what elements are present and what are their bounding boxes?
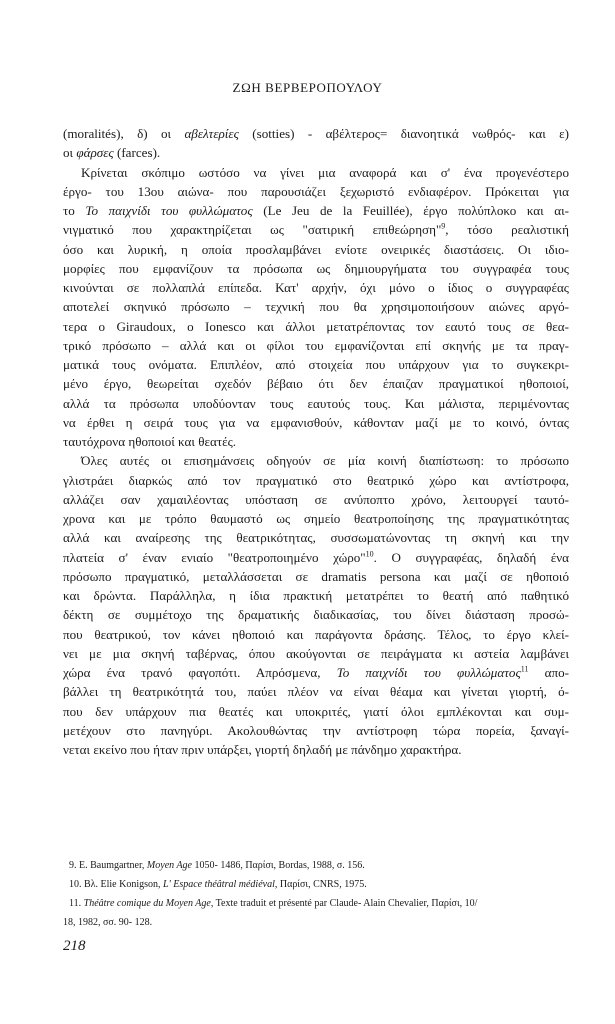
- text-line: που θεατρικού, τον κάνει ηθοποιό και παράγοντα δράσης. Τέλος, το έργο κλεί-: [63, 626, 569, 642]
- text-line: μένο έργο, θεωρείται σχεδόν βέβαιο ότι δεν έπαιζαν πραγματικοί ηθοποιοί,: [63, 376, 569, 392]
- text-line: οι φάρσες (farces).: [63, 145, 161, 161]
- text-line: νει με μια σκηνή ταβέρνας, όπου ακούγονται σε πειράγματα κι αστεία λαμβάνει: [63, 645, 569, 661]
- text-line: (moralités), δ) οι αβελτερίες (sotties) - αβέλτερος= διανοητικά νωθρός- και ε): [63, 126, 569, 141]
- text-line: και δρώντα. Παράλληλα, η ίδια πρακτική μετατρέπει το θεατή από παθητικό: [63, 588, 569, 603]
- text-line: μετέχουν στο πανηγύρι. Ακολουθώντας την αντίστροφη τώρα πορεία, ξαναγί-: [63, 722, 569, 738]
- text-line: νιγματικό που χαρακτηρίζεται ως "σατιρική επιθεώρηση"$^9$, τόσο ρεαλιστική: [63, 221, 569, 238]
- text-line: μορφίες που εμφανίζουν τα πρόσωπα ως δημιουργήματα του συγγραφέα τους: [63, 260, 569, 276]
- footnote-ref-10[interactable]: 10: [365, 549, 374, 559]
- body-text: [63, 124, 569, 759]
- text-line: έργο- του 13ου αιώνα- που παρουσιάζει ξεχωριστό ενδιαφέρον. Πρόκειται για: [63, 183, 569, 199]
- text-line: να έρθει η σειρά τους για να εμφανισθούν, κάθονταν μαζί με το κοινό, όντας: [63, 414, 569, 430]
- text-line: γλιστράει διαρκώς από τον πραγματικό στο θεατρικό χώρο και αντίστροφα,: [63, 472, 569, 488]
- text-line: το Το παιχνίδι του φυλλώματος (Le Jeu de la Feuillée), έργο πολύπλοκο και αι-: [63, 203, 569, 218]
- footnote-ref-9[interactable]: 9: [441, 221, 446, 231]
- footnote-11: 11. Théâtre comique du Moyen Age, Texte traduit et présenté par Claude- Alain Chevalier, Παρίσι, 10/: [69, 898, 478, 909]
- text-line: όσο και λυρική, η οποία προσλαμβάνει ενίοτε ονειρικές διαστάσεις. Οι ιδιο-: [63, 241, 569, 257]
- text-line: που δεν υπάρχουν πια θεατές και υποκριτές, γιατί όλοι εμπλέκονται και συμ-: [63, 703, 569, 719]
- footnotes: [63, 856, 569, 932]
- footnote-ref-11[interactable]: 11: [520, 664, 529, 674]
- text-line: Όλες αυτές οι επισημάνσεις οδηγούν σε μία κοινή διαπίστωση: το πρόσωπο: [81, 453, 569, 469]
- text-line: αλλά τα πρόσωπα υποδύονταν τους εαυτούς τους. Και μάλιστα, περιμένοντας: [63, 395, 569, 411]
- paragraph-2: [63, 163, 569, 452]
- text-line: χρονα και με τρόπο θαυμαστό ως σημείο θεατροποίησης της πραγματικότητας: [63, 511, 569, 526]
- page-number: 218: [63, 938, 86, 954]
- text-line: πρόσωπο πραγματικό, μεταλλάσσεται σε dramatis persona και μαζί σε ηθοποιό: [63, 568, 569, 584]
- paragraph-1: [63, 124, 569, 163]
- text-line: νεται εκείνο που ήταν πριν υπάρξει, γιορτή δηλαδή με πάνδημο χαρακτήρα.: [63, 742, 462, 757]
- text-line: αλλάζει σαν χαμαιλέοντας υπόσταση σε ανύποπτο χρόνο, λειτουργεί ταυτό-: [63, 491, 569, 507]
- text-line: χώρα ένα τρανό φαγοπότι. Απρόσμενα, Το παιχνίδι του φυλλώματος$^{11}$ απο-: [63, 664, 569, 680]
- footnote-9: 9. E. Baumgartner, Moyen Age 1050- 1486, Παρίσι, Bordas, 1988, σ. 156.: [69, 860, 365, 871]
- text-line: δέκτη σε συμμέτοχο της δραματικής διαδικασίας, του δίνει διάσταση προσώ-: [63, 607, 569, 623]
- footnote-10: 10. Βλ. Elie Konigson, L' Espace théâtral médiéval, Παρίσι, CNRS, 1975.: [69, 879, 367, 890]
- text-line: πλατεία σ' έναν ενιαίο "θεατροποιημένο χώρο"$^{10}$. Ο συγγραφέας, δηλαδή ένα: [63, 549, 569, 565]
- text-line: τρικό πρόσωπο – αλλά και οι φίλοι του εμφανίζονται επί σκηνής με τα πραγ-: [63, 337, 569, 353]
- text-line: βάλλει τη θεατρικότητά του, παύει πλέον να είναι θέαμα και γίνεται γιορτή, ό-: [63, 684, 569, 700]
- text-line: ματικά τους ονόματα. Επιπλέον, από στοιχεία που υπάρχουν για το συγκεκρι-: [63, 357, 569, 372]
- running-head: ΖΩΗ ΒΕΡΒΕΡΟΠΟΥΛΟΥ: [232, 80, 383, 95]
- text-line: ταυτόχρονα ηθοποιοί και θεατές.: [63, 434, 237, 449]
- text-line: Κρίνεται σκόπιμο ωστόσο να γίνει μια αναφορά και σ' ένα προγενέστερο: [81, 164, 569, 180]
- footnote-11-continued: 18, 1982, σσ. 90- 128.: [63, 917, 153, 928]
- text-line: τερα ο Giraudoux, ο Ionesco και άλλοι μετατρέποντας τον εαυτό τους σε θεα-: [63, 318, 569, 334]
- paragraph-3: [63, 451, 569, 759]
- text-line: αλλά και αναίρεσης της θεατρικότητας, συσσωματώνοντας τη σκηνή και την: [63, 530, 569, 546]
- text-line: αποτελεί σκηνικό πρόσωπο – τεχνική που θα χρησιμοποιήσουν αιώνες αργό-: [63, 299, 569, 315]
- text-line: κινούνται σε πολλαπλά επίπεδα. Κατ' αρχήν, όχι μόνο ο ίδιος ο συγγραφέας: [63, 280, 569, 295]
